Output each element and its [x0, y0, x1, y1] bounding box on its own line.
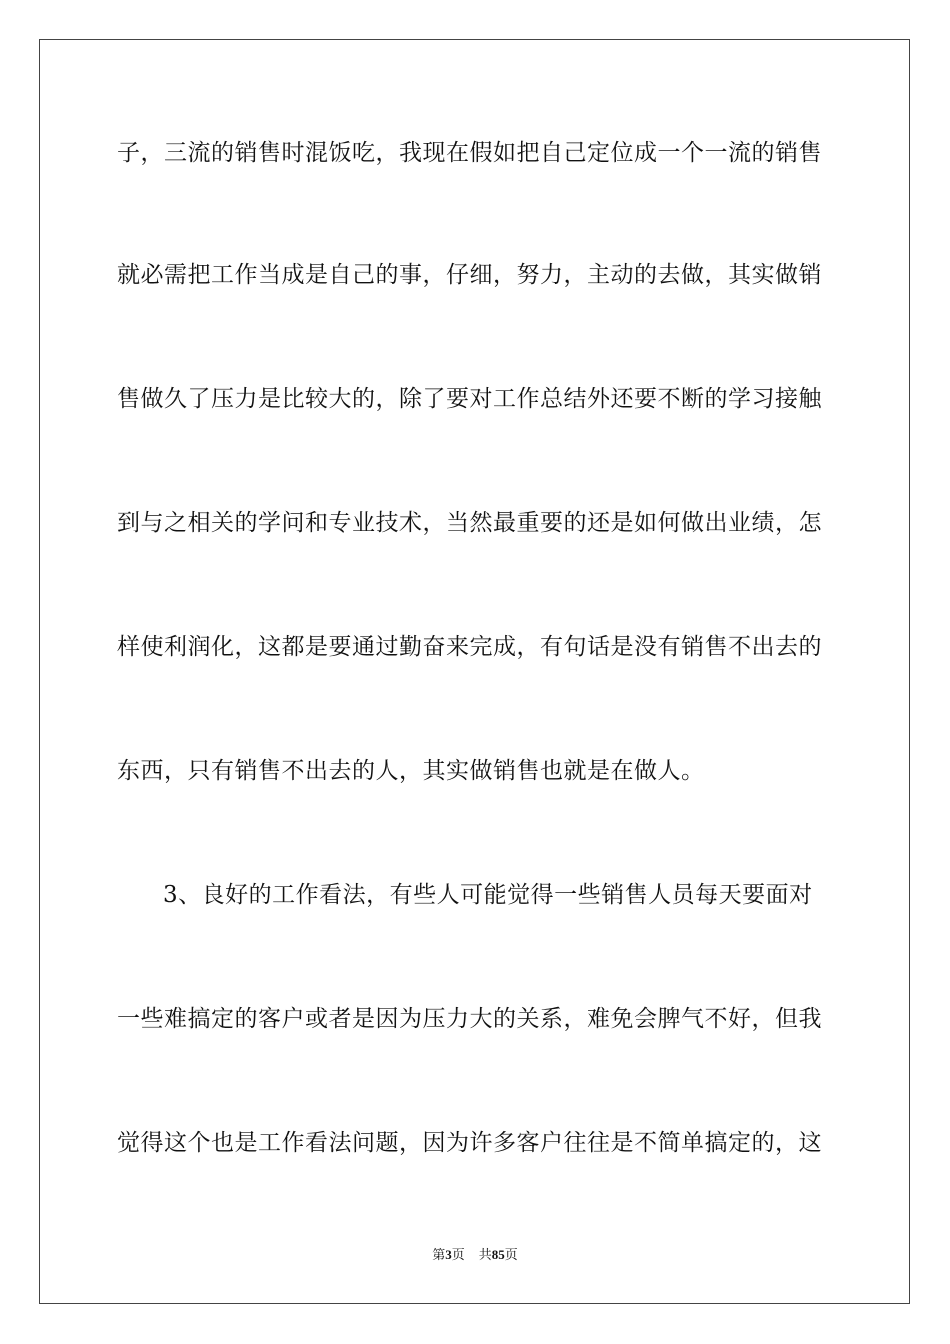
body-text-line: 东西，只有销售不出去的人，其实做销售也就是在做人。 [117, 758, 705, 784]
body-text-line: 样使利润化，这都是要通过勤奋来完成，有句话是没有销售不出去的 [117, 634, 822, 660]
body-text-line: 售做久了压力是比较大的，除了要对工作总结外还要不断的学习接触 [117, 386, 822, 412]
page-label-suffix: 页 [451, 1247, 465, 1262]
total-label-suffix: 页 [504, 1247, 518, 1262]
total-page-count: 85 [491, 1247, 505, 1262]
total-label-prefix: 共 [478, 1247, 492, 1262]
paragraph-start-line: 3、良好的工作看法，有些人可能觉得一些销售人员每天要面对 [163, 882, 813, 908]
body-text-line: 一些难搞定的客户或者是因为压力大的关系，难免会脾气不好，但我 [117, 1006, 822, 1032]
page-footer [0, 1246, 950, 1264]
body-text-line: 觉得这个也是工作看法问题，因为许多客户往往是不简单搞定的，这 [117, 1130, 822, 1156]
current-page-number: 3 [445, 1247, 452, 1262]
body-text-line: 到与之相关的学问和专业技术，当然最重要的还是如何做出业绩，怎 [117, 510, 822, 536]
body-text-line: 就必需把工作当成是自己的事，仔细，努力，主动的去做，其实做销 [117, 262, 822, 288]
body-text-line: 子，三流的销售时混饭吃，我现在假如把自己定位成一个一流的销售 [117, 140, 822, 166]
page-label-prefix: 第 [432, 1247, 446, 1262]
page-border [39, 39, 910, 1304]
